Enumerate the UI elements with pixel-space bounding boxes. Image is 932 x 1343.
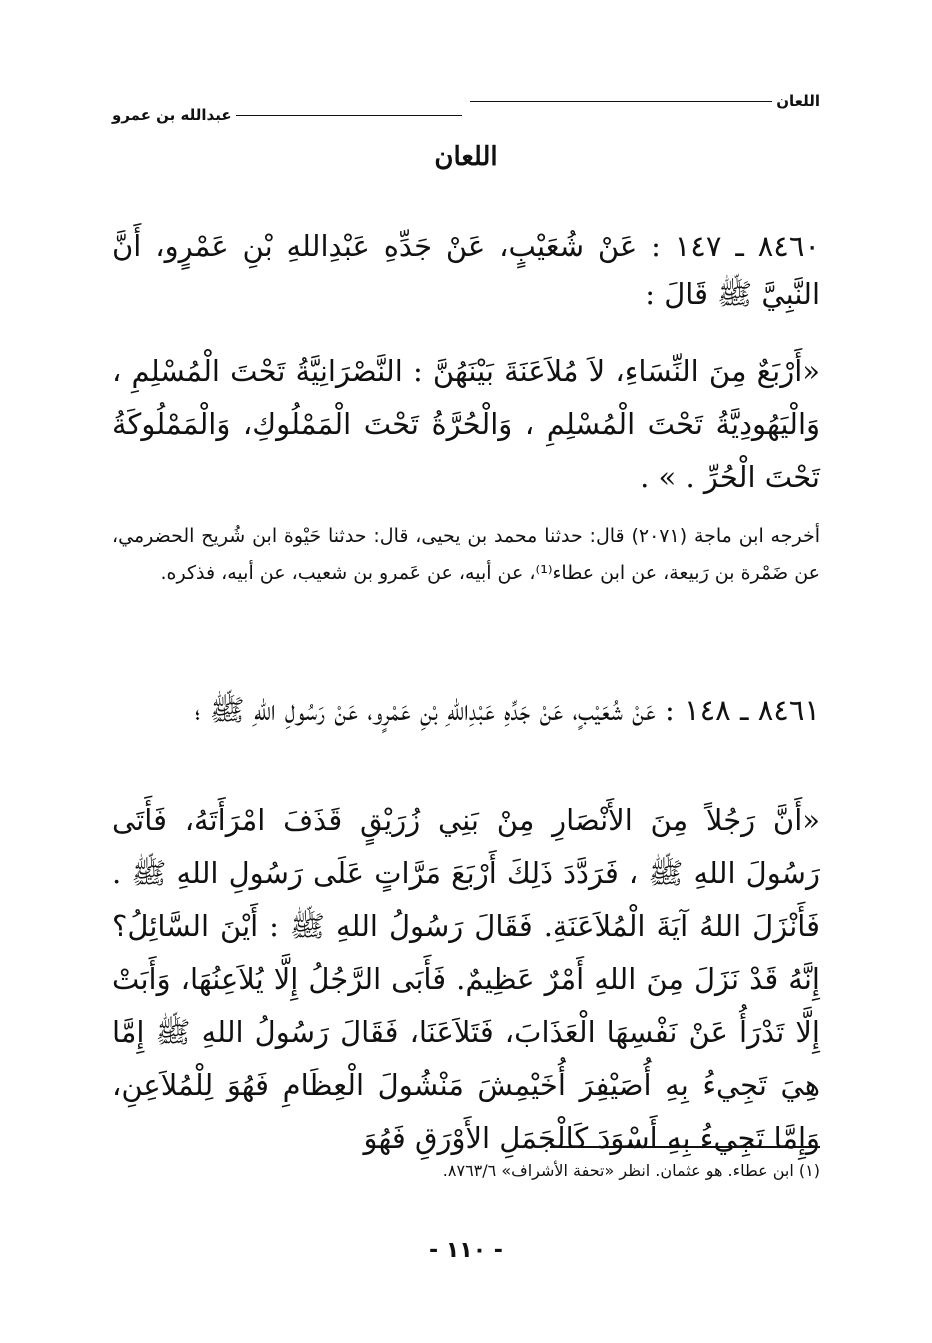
hadith-1-takhrij: أخرجه ابن ماجة (٢٠٧١) قال: حدثنا محمد بن يحيى، قال: حدثنا حَيْوة ابن شُريح الحضرمي، عن ضَمْرة بن رَبيعة، عن ابن عطاء⁽¹⁾، عن أبيه، عن عَمرو بن شعيب، عن أبيه، فذكره. xyxy=(112,525,821,584)
running-header xyxy=(112,86,820,124)
page-number: - ١١٠ - xyxy=(429,1238,503,1263)
hadith-2-text: «أَنَّ رَجُلاً مِنَ الأَنْصَارِ مِنْ بَنِي زُرَيْقٍ قَذَفَ امْرَأَتَهُ، فَأَتَى رَسُولَ اللهِ ﷺ ، فَرَدَّدَ ذَلِكَ أَرْبَعَ مَرَّاتٍ عَلَى رَسُولِ اللهِ ﷺ . فَأَنْزَلَ اللهُ آيَةَ الْمُلاَعَنَةِ. فَقَالَ رَسُولُ اللهِ ﷺ : أَيْنَ السَّائِلُ؟ إِنَّهُ قَدْ نَزَلَ مِنَ اللهِ أَمْرٌ عَظِيمٌ. فَأَبَى الرَّجُلُ إِلَّا يُلاَعِنُهَا، وَأَبَتْ إِلَّا تَدْرَأُ عَنْ نَفْسِهَا الْعَذَابَ، فَتَلاَعَنَا، فَقَالَ رَسُولُ اللهِ ﷺ إِمَّا هِيَ تَجِيءُ بِهِ أُصَيْفِرَ أُخَيْمِشَ مَنْشُولَ الْعِظَامِ فَهُوَ لِلْمُلاَعِنِ، وَإِمَّا تَجِيءُ بِهِ أَسْوَدَ كَالْجَمَلِ الأَوْرَقِ فَهُوَ xyxy=(112,803,820,1155)
hadith-1-heading: ٨٤٦٠ ـ ١٤٧ : عَنْ شُعَيْبٍ، عَنْ جَدِّهِ عَبْدِاللهِ بْنِ عَمْرٍو، أَنَّ النَّبِيَّ ﷺ قَالَ : xyxy=(112,229,820,311)
header-chapter: اللعان xyxy=(776,92,820,110)
footnote-rule xyxy=(550,1146,820,1148)
header-narrator: عبدالله بن عمرو xyxy=(112,106,232,124)
header-rule-left xyxy=(236,115,462,116)
hadith-1-text: «أَرْبَعٌ مِنَ النِّسَاءِ، لاَ مُلاَعَنَةَ بَيْنَهُنَّ : النَّصْرَانِيَّةُ تَحْتَ الْمُسْلِمِ ، وَالْيَهُودِيَّةُ تَحْتَ الْمُسْلِمِ ، وَالْحُرَّةُ تَحْتَ الْمَمْلُوكِ، وَالْمَمْلُوكَةُ تَحْتَ الْحُرِّ . » . xyxy=(112,354,820,494)
hadith-2-heading: ٨٤٦١ ـ ١٤٨ : عَنْ شُعَيْبٍ، عَنْ جَدِّهِ عَبْدِاللهِ بْنِ عَمْرٍو، عَنْ رَسُولِ اللهِ ﷺ ؛ xyxy=(194,693,820,727)
footnote: (١) ابن عطاء. هو عثمان. انظر «تحفة الأشراف» ٨٧٦٣/٦. xyxy=(442,1161,820,1180)
chapter-title: اللعان xyxy=(434,142,498,172)
header-rule-right xyxy=(470,101,772,102)
